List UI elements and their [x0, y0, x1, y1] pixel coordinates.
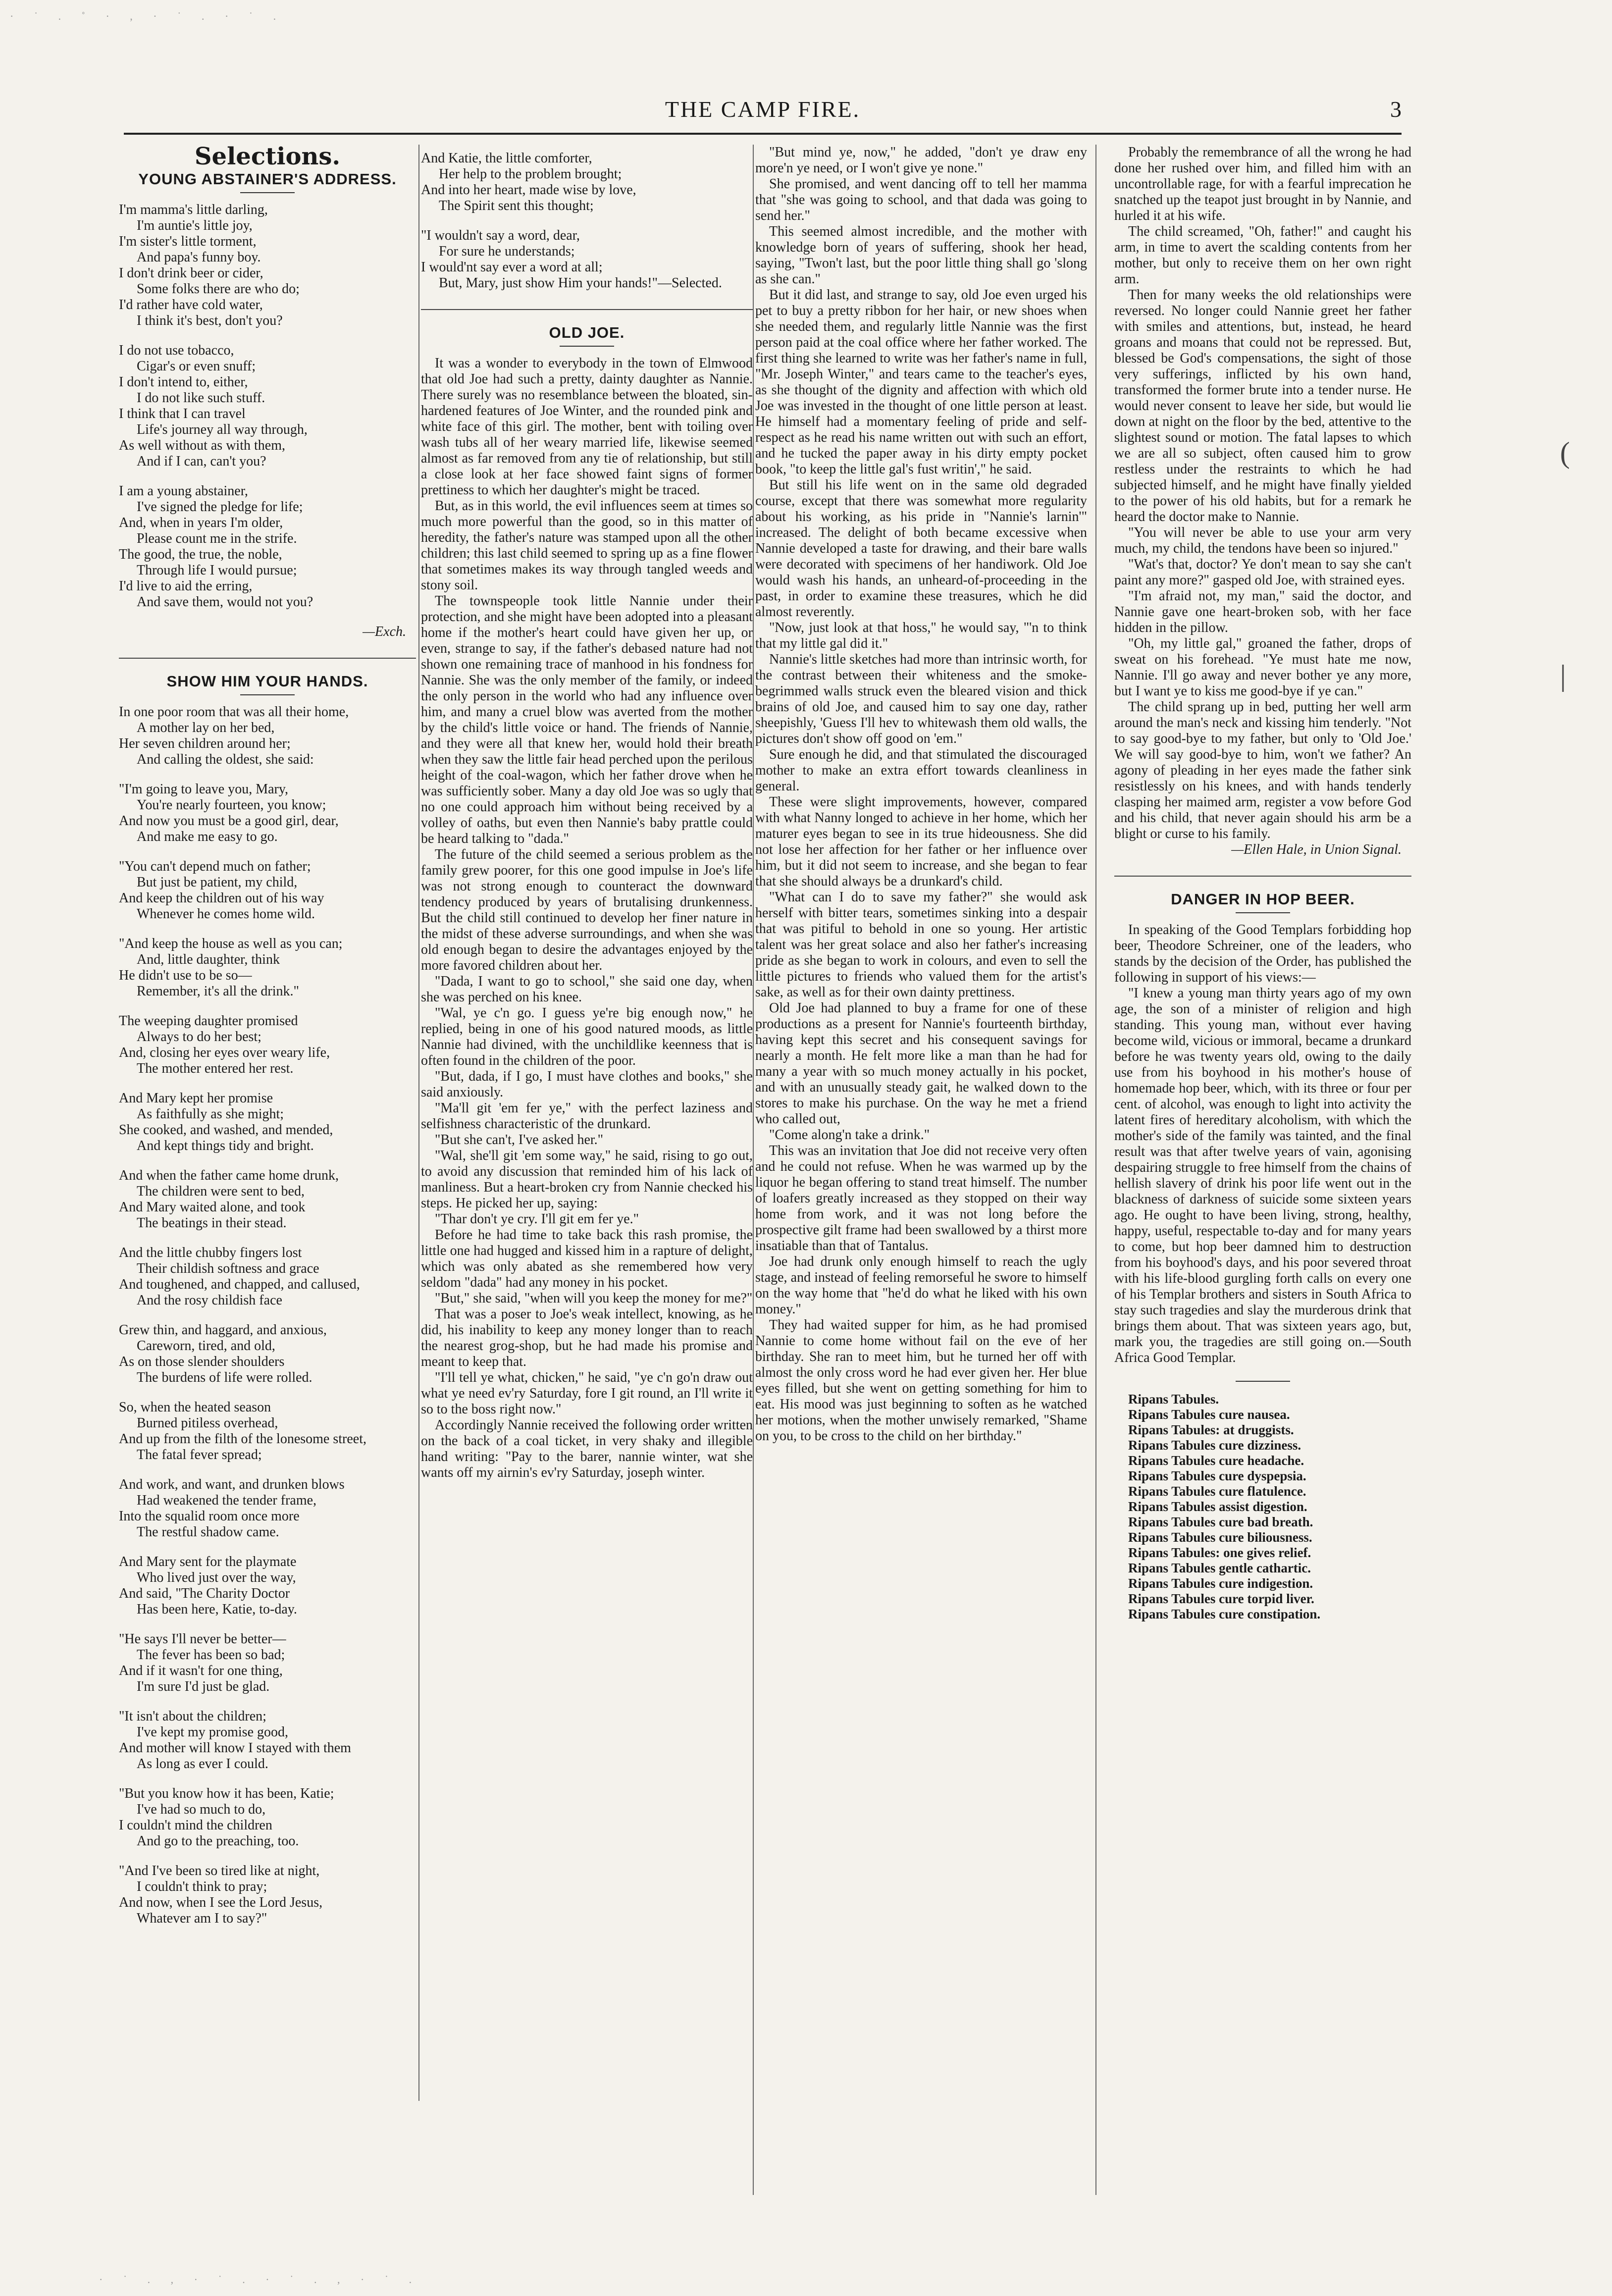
story-paragraph: Before he had time to take back this rash promise, the little one had hugged and kissed him in a rapture of delight, which was only abated as she remembered how very seldom "dada" had any money in his pocket. — [421, 1227, 753, 1290]
poem-stanza — [119, 1322, 416, 1386]
poem-line: I don't intend to, either, — [119, 374, 248, 390]
poem-line: Whatever am I to say?" — [137, 1911, 267, 1926]
poem-line: And when the father came home drunk, — [119, 1168, 339, 1183]
poem-line: And kept things tidy and bright. — [137, 1138, 314, 1153]
poem-line: "It isn't about the children; — [119, 1709, 266, 1724]
poem-line: I'm sister's little torment, — [119, 234, 257, 249]
poem-line: I'm sure I'd just be glad. — [137, 1679, 270, 1694]
poem-line: Always to do her best; — [137, 1029, 261, 1044]
ad-line: Ripans Tabules cure bad breath. — [1128, 1514, 1313, 1529]
poem-line: And go to the preaching, too. — [137, 1833, 299, 1849]
poem-line: And into her heart, made wise by love, — [421, 182, 636, 198]
poem-line: Some folks there are who do; — [137, 281, 300, 297]
poem-line: I think it's best, don't you? — [137, 313, 283, 328]
poem-line: Who lived just over the way, — [137, 1570, 296, 1585]
story-paragraph: "Now, just look at that hoss," he would say, "'n to think that my little gal did it." — [755, 620, 1087, 651]
poem-stanza — [119, 202, 416, 329]
poem-line: Please count me in the strife. — [137, 531, 297, 546]
poem-line: The fatal fever spread; — [137, 1447, 262, 1462]
margin-mark: | — [1560, 659, 1566, 692]
poem-line: And the little chubby fingers lost — [119, 1245, 302, 1260]
story-paragraph: They had waited supper for him, as he had promised Nannie to come home without fail on the eve of her birthday. She ran to meet him, but he turned her off with almost the only cross word he had ever given her. Her blue eyes filled, but she went on getting something for him to eat. His mood was just beginning to soften as he watched her motions, when the mother unwisely remarked, "Shame on you, to be cross to the child on her birthday." — [755, 1317, 1087, 1444]
poem-line: I think that I can travel — [119, 406, 246, 421]
story-paragraph: The future of the child seemed a serious problem as the family grew poorer, for this one good impulse in Joe's life was not strong enough to counteract the downward tendency produced by years of brutalising drunkenness. But the child still continued to develop her finer nature in the midst of these adverse surroundings, and when she was old enough began to desire the advantages enjoyed by the more favored children about her. — [421, 847, 753, 973]
poem-line: The good, the true, the noble, — [119, 547, 282, 562]
poem-line: I'd live to aid the erring, — [119, 578, 253, 594]
poem-line: And, when in years I'm older, — [119, 515, 283, 530]
poem-line: I'm mamma's little darling, — [119, 202, 268, 217]
poem-line: And if it wasn't for one thing, — [119, 1663, 283, 1678]
poem-stanza — [119, 859, 416, 922]
poem-line: I am a young abstainer, — [119, 483, 248, 499]
story-paragraph: "What can I do to save my father?" she would ask herself with bitter tears, sometimes sinking into a despair that was pitiful to behold in one so young. Her artistic talent was her great solace and also her father's increasing pride as she began to work in colours, and even to sell the little pictures to friends who valued them for the artist's sake, as well as for their own dainty prettiness. — [755, 889, 1087, 1000]
poem-stanza — [119, 1709, 416, 1772]
column-rule-3 — [1095, 145, 1096, 2195]
poem-line: Remember, it's all the drink." — [137, 984, 299, 999]
story-paragraph: "Come along'n take a drink." — [769, 1127, 930, 1143]
story-paragraph: "I'll tell ye what, chicken," he said, "ye c'n go'n draw out what ye need ev'ry Saturday, fore I git round, an I'll write it so to the boss right now." — [421, 1370, 753, 1417]
poem-stanza — [119, 483, 416, 610]
poem-line: You're nearly fourteen, you know; — [137, 797, 326, 813]
poem-young-abstainer — [119, 202, 416, 610]
story-paragraph: That was a poser to Joe's weak intellect, knowing, as he did, his inability to keep any money longer than to reach the nearest grog-shop, but he had made his promise and meant to keep that. — [421, 1306, 753, 1369]
poem-line: I would'nt say ever a word at all; — [421, 260, 603, 275]
print-speckle-bottom: · ˙ . , · ˙ . · ˙ . , · ˙ . — [99, 2273, 421, 2286]
story-paragraph: Probably the remembrance of all the wrong he had done her rushed over him, and filled him with an uncontrollable rage, for with a fearful imprecation he snatched up the teapot just brought in by Nannie, and hurled it at his wife. — [1114, 145, 1411, 223]
story-paragraph: "But, dada, if I go, I must have clothes and books," she said anxiously. — [421, 1069, 753, 1100]
poem-line: The burdens of life were rolled. — [137, 1370, 312, 1385]
story-paragraph: "Ma'll git 'em fer ye," with the perfect laziness and selfishness characteristic of the drunkard. — [421, 1100, 753, 1132]
poem-line: He didn't use to be so— — [119, 968, 252, 983]
poem-line: She cooked, and washed, and mended, — [119, 1122, 333, 1138]
article2-title: DANGER IN HOP BEER. — [1171, 890, 1355, 908]
poem-stanza — [119, 704, 416, 768]
poem-stanza — [421, 228, 753, 291]
story-body-continued — [755, 145, 1087, 1444]
poem-line: As well without as with them, — [119, 438, 285, 453]
poem-line: Into the squalid room once more — [119, 1509, 300, 1524]
poem-stanza — [421, 151, 753, 214]
poem-line: The restful shadow came. — [137, 1524, 279, 1540]
poem-line: Has been here, Katie, to-day. — [137, 1602, 297, 1617]
poem-line: I couldn't think to pray; — [137, 1879, 267, 1894]
poem-line: And save them, would not you? — [137, 594, 313, 610]
story-paragraph: The townspeople took little Nannie under their protection, and she might have been adopted into a pleasant home if the mother's heart could have given her up, or even, strange to say, if the father's debased nature had not shown one remaining trace of manhood in his fondness for Nannie. She was the only member of the family, or indeed the only person in the world who had any influence over him, and many a cruel blow was averted from the mother by the child's little voice or hand. The friends of Nannie, and they were all that knew her, would hold their breath when they saw the little fair head perched upon the perilous height of the coal-wagon, which her father drove when he was sufficiently sober. Many a day old Joe was so ugly that no one could approach him without being received by a volley of oaths, but even then Nannie's baby prattle could be heard talking to "dada." — [421, 593, 753, 846]
poem-stanza — [119, 1091, 416, 1154]
poem-line: The beatings in their stead. — [137, 1215, 287, 1231]
poem-line: The fever has been so bad; — [137, 1647, 285, 1663]
poem-line: I'd rather have cold water, — [119, 297, 263, 313]
poem-stanza — [119, 936, 416, 999]
ad-line: Ripans Tabules cure indigestion. — [1128, 1576, 1313, 1591]
print-speckle-top: · ˙ . ˚ · , · ˙ . · ˙ . — [10, 10, 285, 22]
poem-line: And, little daughter, think — [137, 952, 280, 967]
ad-line: Ripans Tabules. — [1128, 1392, 1219, 1407]
poem-line: The Spirit sent this thought; — [439, 198, 594, 213]
story-paragraph: It was a wonder to everybody in the town of Elmwood that old Joe had such a pretty, dainty daughter as Nannie. There surely was no resemblance between the bloated, sin-hardened features of Joe Winter, and the rounded pink and white face of this girl. The mother, bent with toiling over wash tubs all of her weary married life, likewise seemed almost as far removed from any tie of relationship, but still a close look at her face showed faint signs of former prettiness to which her daughter's might be traced. — [421, 356, 753, 498]
story-paragraph: Sure enough he did, and that stimulated the discouraged mother to make an extra effort towards cleanliness in general. — [755, 747, 1087, 794]
poem-line: As on those slender shoulders — [119, 1354, 285, 1369]
story-attribution: —Ellen Hale, in Union Signal. — [1231, 842, 1402, 857]
poem-stanza — [119, 1786, 416, 1849]
ad-line: Ripans Tabules cure biliousness. — [1128, 1530, 1312, 1545]
poem-line: As faithfully as she might; — [137, 1106, 284, 1122]
article-paragraph: In speaking of the Good Templars forbidding hop beer, Theodore Schreiner, one of the leaders, who stands by the decision of the Order, has published the following in support of his views:— — [1114, 922, 1411, 985]
newspaper-title: THE CAMP FIRE. — [665, 97, 861, 122]
poem-stanza — [119, 1013, 416, 1077]
column-4 — [1114, 145, 1411, 2195]
poem-line: And toughened, and chapped, and callused, — [119, 1277, 360, 1292]
article-paragraph: "I knew a young man thirty years ago of my own age, the son of a minister of religion and high standing. This young man, without ever having become wild, vicious or immoral, became a drunkard before he was twenty years old, owing to the daily use from his boyhood in his mother's house of homemade hop beer, which, with its three or four per cent. of alcohol, was enough to light into activity the latent fires of hereditary alcoholism, with which the mother's side of the family was tainted, and the final result was that after twelve years of vain, agonising despairing struggle to free himself from the chains of hellish slavery of drink his poor life went out in the blackness of darkness of suicide some sixteen years ago. He ought to have been living, strong, healthy, happy, useful, respectable to-day and for many years to come, but hop beer damned him to destruction from his boyhood's days, and his poor severed throat with his life-blood gurgling forth calls on every one of his Templar brothers and sisters in South Africa to stay such tragedies and slay the murderous drink that brings them about. That was sixteen years ago, but, mark you, the tragedies are still going on.—South Africa Good Templar. — [1114, 986, 1411, 1365]
poem-line: And if I can, can't you? — [137, 454, 266, 469]
section-divider — [119, 658, 416, 659]
ad-line: Ripans Tabules cure nausea. — [1128, 1407, 1290, 1422]
page-header — [124, 93, 1402, 135]
story-paragraph: "But she can't, I've asked her." — [435, 1132, 604, 1148]
poem-line: Grew thin, and haggard, and anxious, — [119, 1322, 327, 1338]
poem-line: I don't drink beer or cider, — [119, 265, 263, 281]
poem-line: And now you must be a good girl, dear, — [119, 813, 339, 829]
poem-line: I do not use tobacco, — [119, 343, 234, 358]
poem-line: I've signed the pledge for life; — [137, 499, 303, 515]
ad-line: Ripans Tabules cure dizziness. — [1128, 1438, 1301, 1453]
poem-line: Burned pitiless overhead, — [137, 1415, 278, 1431]
poem-line: "He says I'll never be better— — [119, 1631, 286, 1647]
column-2 — [421, 145, 753, 2195]
poem-line: But just be patient, my child, — [137, 875, 298, 890]
poem-line: And, closing her eyes over weary life, — [119, 1045, 330, 1060]
poem-line: And make me easy to go. — [137, 829, 278, 844]
story-paragraph: This was an invitation that Joe did not receive very often and he could not refuse. When he was warmed up by the liquor he began offering to stand treat himself. The number of loafers greatly increased as they stopped on their way home from work, and it was not long before the prospective gilt frame had been swallowed by a thirst more insatiable than that of Tantalus. — [755, 1143, 1087, 1253]
poem-line: Careworn, tired, and old, — [137, 1338, 275, 1354]
poem-line: "And I've been so tired like at night, — [119, 1863, 320, 1879]
page-number: 3 — [1390, 97, 1402, 122]
poem-line: In one poor room that was all their home, — [119, 704, 349, 720]
story-paragraph: The child screamed, "Oh, father!" and caught his arm, in time to avert the scalding contents from her mother, but only to receive them on her own right arm. — [1114, 224, 1411, 287]
poem-line: "But you know how it has been, Katie; — [119, 1786, 334, 1801]
poem-line: And now, when I see the Lord Jesus, — [119, 1895, 323, 1910]
ad-line: Ripans Tabules cure constipation. — [1128, 1607, 1321, 1621]
poem-line: Cigar's or even snuff; — [137, 359, 256, 374]
poem-line: I couldn't mind the children — [119, 1818, 272, 1833]
story-title: OLD JOE. — [549, 324, 625, 341]
poem-line: "I wouldn't say a word, dear, — [421, 228, 580, 243]
poem-line: I do not like such stuff. — [137, 390, 265, 406]
poem1-attribution: —Exch. — [363, 624, 406, 639]
poem-line: And Mary sent for the playmate — [119, 1554, 297, 1569]
ad-line: Ripans Tabules cure headache. — [1128, 1453, 1304, 1468]
poem-line: Life's journey all way through, — [137, 422, 308, 437]
story-paragraph: But it did last, and strange to say, old Joe even urged his pet to buy a pretty ribbon for her hair, or new shoes when she needed them, and regularly little Nannie was the first person paid at the coal office where her father worked. The first thing she learned to write was her father's name in full, "Mr. Joseph Winter," and tears came to the teacher's eyes, as she thought of the dignity and affection with which old Joe was invested in the thought of one little person at least. He himself had a momentary feeling of pride and self-respect as he read his name written out with such an effort, and he tucked the paper away in his dirty empty pocket book, "to keep the little gal's fust writin'," he said. — [755, 287, 1087, 477]
poem-line: The mother entered her rest. — [137, 1061, 294, 1076]
poem-line: But, Mary, just show Him your hands!"—Selected. — [439, 275, 722, 291]
poem-line: I've kept my promise good, — [137, 1724, 288, 1740]
story-paragraph: "Dada, I want to go to school," she said one day, when she was perched on his knee. — [421, 974, 753, 1005]
poem-show-him-your-hands-continued — [421, 151, 753, 291]
poem-line: A mother lay on her bed, — [137, 720, 275, 735]
story-paragraph: The child sprang up in bed, putting her well arm around the man's neck and kissing him tenderly. "Not to say good-bye to my father, but only to 'Old Joe.' We will say good-bye to him, won't we father? An agony of pleading in her eyes made the father sink resistlessly on his knees, and with hands tenderly clasping her maimed arm, register a vow before God and his child, that never again should his arm be a blight or curse to his family. — [1114, 699, 1411, 841]
selections-heading: Selections. — [194, 145, 341, 170]
ad-line: Ripans Tabules cure flatulence. — [1128, 1484, 1306, 1499]
section-divider — [1114, 876, 1411, 877]
story-paragraph: She promised, and went dancing off to tell her mamma that "she was going to school, and that dada was going to send her." — [755, 176, 1087, 223]
ad-line: Ripans Tabules: one gives relief. — [1128, 1545, 1311, 1560]
ad-line: Ripans Tabules cure torpid liver. — [1128, 1591, 1314, 1606]
divider — [240, 192, 295, 193]
story-body-conclusion — [1114, 145, 1411, 842]
story-paragraph: Accordingly Nannie received the following order written on the back of a coal ticket, in very shaky and illegible hand writing: "Pay to the barer, nannie winter, wat she wants off my airnin's ev'ry Saturday, joseph winter. — [421, 1417, 753, 1480]
poem-stanza — [119, 343, 416, 470]
column-rule-1 — [418, 145, 419, 2101]
poem-line: And papa's funny boy. — [137, 250, 261, 265]
ad-line: Ripans Tabules: at druggists. — [1128, 1422, 1294, 1437]
poem-line: Whenever he comes home wild. — [137, 906, 315, 922]
story-body — [421, 356, 753, 1481]
story-paragraph: This seemed almost incredible, and the mother with knowledge born of years of suffering, shook her head, saying, "Twon't last, but the poor little thing shall go 'slong as she can." — [755, 224, 1087, 287]
divider — [560, 346, 614, 347]
poem-stanza — [119, 782, 416, 845]
poem-line: And work, and want, and drunken blows — [119, 1477, 345, 1492]
story-paragraph: Old Joe had planned to buy a frame for one of these productions as a present for Nannie's fourteenth birthday, having kept this secret and his consequent savings for nearly a month. He felt more like a man than he had for many a year with so much money actually in his pocket, and with an unusually steady gait, he walked down to the stores to make his purchase. On the way he met a friend who called out, — [755, 1000, 1087, 1127]
story-paragraph: "But mind ye, now," he added, "don't ye draw eny more'n ye need, or I won't give ye none." — [755, 145, 1087, 176]
poem-line: Through life I would pursue; — [137, 563, 297, 578]
story-paragraph: But still his life went on in the same old degraded course, except that there was somewhat more regularity about his working, as his pride in "Nannie's larnin'" increased. The delight of both became excessive when Nannie developed a taste for drawing, and their bare walls were decorated with specimens of her handiwork. Old Joe would wash his hands, an unheard-of-proceeding in the past, in order to examine these treasures, which he did almost reverently. — [755, 477, 1087, 620]
poem-line: And calling the oldest, she said: — [137, 752, 314, 767]
divider — [240, 694, 295, 695]
story-paragraph: "I'm afraid not, my man," said the doctor, and Nannie gave one heart-broken sob, with her face hidden in the pillow. — [1114, 588, 1411, 635]
poem-line: And Mary waited alone, and took — [119, 1200, 306, 1215]
poem1-title: YOUNG ABSTAINER'S ADDRESS. — [138, 170, 397, 188]
poem-line: And Mary kept her promise — [119, 1091, 273, 1106]
poem-stanza — [119, 1863, 416, 1927]
poem-line: "You can't depend much on father; — [119, 859, 311, 874]
poem-line: And mother will know I stayed with them — [119, 1740, 351, 1756]
poem-line: So, when the heated season — [119, 1400, 271, 1415]
story-paragraph: Joe had drunk only enough himself to reach the ugly stage, and instead of feeling remorseful he swore to himself on the way home that "he'd do what he liked with his own money." — [755, 1254, 1087, 1317]
poem-line: "And keep the house as well as you can; — [119, 936, 343, 951]
story-paragraph: "But," she said, "when will you keep the money for me?" — [435, 1291, 753, 1306]
divider — [1236, 1381, 1290, 1382]
poem-line: And said, "The Charity Doctor — [119, 1586, 290, 1601]
story-paragraph: "Wal, she'll git 'em some way," he said, rising to go out, to avoid any discussion that reminded him of his lack of manliness. But a heart-broken cry from Nannie checked his steps. He picked her up, saying: — [421, 1148, 753, 1211]
story-paragraph: Then for many weeks the old relationships were reversed. No longer could Nannie greet her father with smiles and attentions, but, instead, he heard groans and moans that could not be repressed. But, blessed be God's compensations, the sight of those very sufferings, inflicted by his own hand, transformed the former brute into a tender nurse. He would never consent to leave her side, but would lie down at night on the floor by the bed, attentive to the slightest sound or motion. The fatal lapses to which we are all so subject, often caused him to grow restless under the restraints to which he had subjected himself, and he might have finally yielded to the power of his old habits, but for a remark he heard the doctor make to Nannie. — [1114, 287, 1411, 524]
poem-line: For sure he understands; — [439, 244, 575, 259]
ad-line: Ripans Tabules cure dyspepsia. — [1128, 1468, 1306, 1483]
poem-line: Her help to the problem brought; — [439, 166, 622, 182]
poem-line: Had weakened the tender frame, — [137, 1493, 317, 1508]
poem-stanza — [119, 1554, 416, 1618]
poem-line: The weeping daughter promised — [119, 1013, 298, 1029]
poem-stanza — [119, 1245, 416, 1308]
margin-mark: ( — [1560, 436, 1570, 469]
poem-line: And the rosy childish face — [137, 1293, 282, 1308]
poem-stanza — [119, 1168, 416, 1231]
poem-line: And up from the filth of the lonesome street, — [119, 1431, 366, 1447]
poem-show-him-your-hands — [119, 704, 416, 1927]
story-paragraph: "You will never be able to use your arm very much, my child, the tendons have been so injured." — [1114, 525, 1411, 556]
poem-line: And Katie, the little comforter, — [421, 151, 592, 166]
story-paragraph: "Wat's that, doctor? Ye don't mean to say she can't paint any more?" gasped old Joe, with strained eyes. — [1114, 557, 1411, 588]
story-paragraph: "Wal, ye c'n go. I guess ye're big enough now," he replied, being in one of his good natured moods, as little Nannie had divined, with the unchildlike keenness that is often found in the children of the poor. — [421, 1005, 753, 1068]
poem-line: I'm auntie's little joy, — [137, 218, 253, 233]
story-paragraph: But, as in this world, the evil influences seem at times so much more powerful than the good, so in this matter of heredity, the father's nature was stamped upon all the other children; this last child seemed to spring up as a fine flower that sometimes makes its way through tangled weeds and stony soil. — [421, 498, 753, 593]
column-1 — [119, 145, 416, 2195]
story-paragraph: These were slight improvements, however, compared with what Nanny longed to achieve in her home, which her maturer eyes began to see in its true hideousness. She did not lose her affection for her father or her influence over him, but it did not seem to increase, and she began to fear that she should always be a drunkard's child. — [755, 794, 1087, 889]
poem2-title: SHOW HIM YOUR HANDS. — [166, 673, 368, 690]
divider — [1236, 912, 1290, 913]
ad-line: Ripans Tabules gentle cathartic. — [1128, 1561, 1311, 1575]
poem-line: As long as ever I could. — [137, 1756, 268, 1772]
poem-line: Her seven children around her; — [119, 736, 291, 751]
poem-line: Their childish softness and grace — [137, 1261, 319, 1276]
article-danger-hop-beer — [1114, 922, 1411, 1366]
poem-line: "I'm going to leave you, Mary, — [119, 782, 289, 797]
ad-line: Ripans Tabules assist digestion. — [1128, 1499, 1307, 1514]
story-paragraph: "Thar don't ye cry. I'll git em fer ye." — [435, 1211, 639, 1227]
column-3 — [755, 145, 1087, 2195]
poem-stanza — [119, 1631, 416, 1695]
poem-stanza — [119, 1477, 416, 1540]
section-divider — [421, 309, 753, 310]
poem-line: The children were sent to bed, — [137, 1184, 305, 1199]
poem-line: I've had so much to do, — [137, 1802, 266, 1817]
poem-stanza — [119, 1400, 416, 1463]
story-paragraph: "Oh, my little gal," groaned the father, drops of sweat on his forehead. "Ye must hate me now, Nannie. I'll go away and never bother ye any more, but I want ye to kiss me good-bye if ye can." — [1114, 636, 1411, 699]
poem-line: And keep the children out of his way — [119, 890, 324, 906]
story-paragraph: Nannie's little sketches had more than intrinsic worth, for the contrast between their whiteness and the smoke-begrimmed walls struck even the bleared vision and thick brains of old Joe, and caused him to say one day, rather sheepishly, 'Guess I'll hev to whitewash them old walls, the pictures don't show off good on 'em." — [755, 652, 1087, 746]
ripans-tabules-advertisement — [1114, 1392, 1411, 1622]
column-rule-2 — [753, 145, 754, 2195]
